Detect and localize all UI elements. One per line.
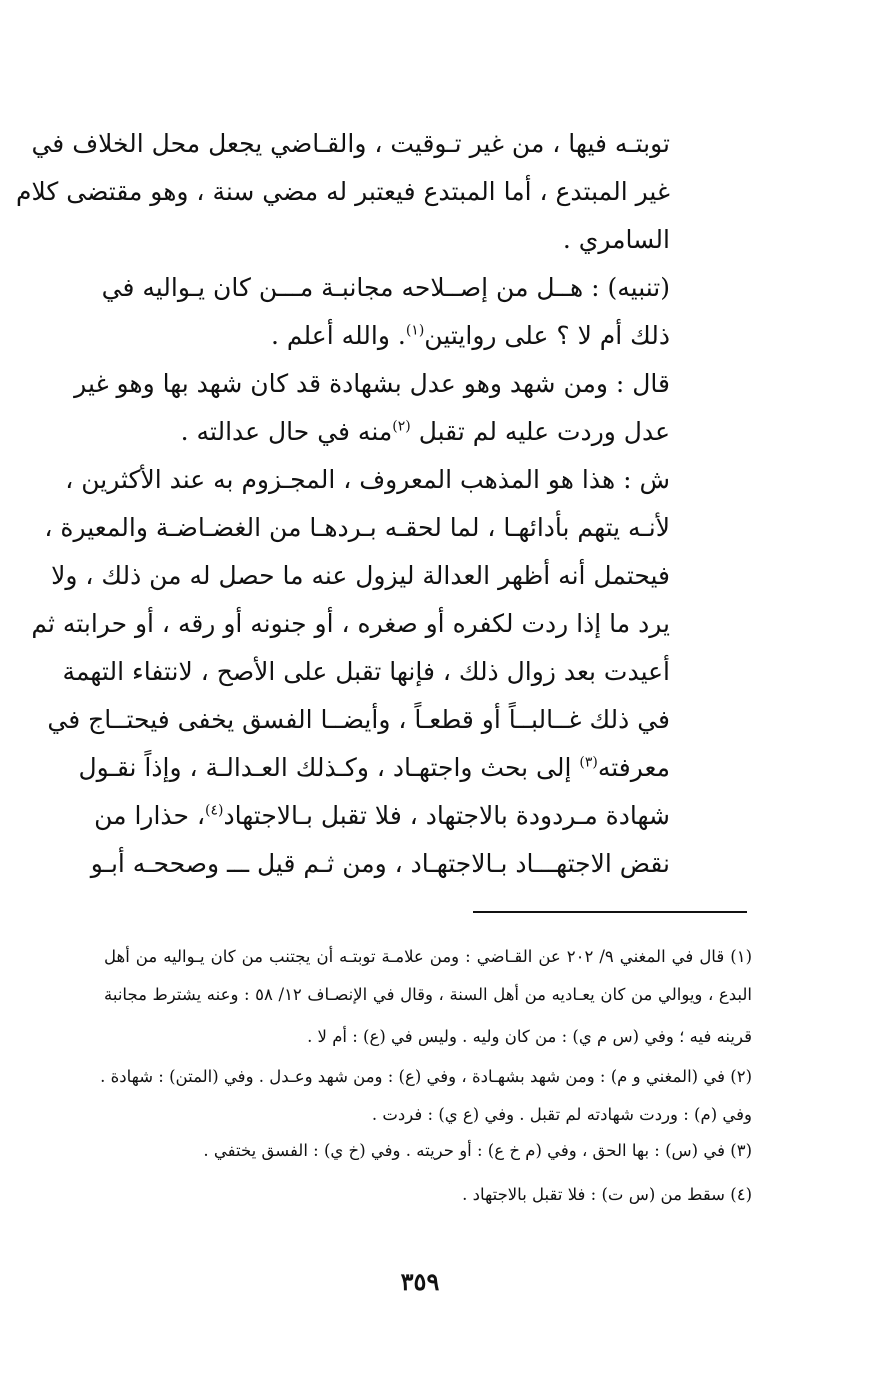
footnote-1-line-3: قرينه فيه ؛ وفي (س م ي) : من كان وليه . وليس في (ع) : أم لا . (307, 1027, 752, 1046)
main-text-line-8: ش : هذا هو المذهب المعروف ، المجـزوم به عند الأكثرين ، (65, 465, 670, 494)
main-text-line-7-end: منه في حال عدالته . (180, 417, 393, 446)
main-text-line-5-start: ذلك أم لا ؟ على روايتين (424, 321, 670, 350)
main-text-line-7-start: عدل وردت عليه لم تقبل (418, 417, 670, 446)
footnote-2-line-2: وفي (م) : وردت شهادته لم تقبل . وفي (ع ي) : فردت . (371, 1105, 752, 1124)
main-text-line-10: فيحتمل أنه أظهر العدالة ليزول عنه ما حصل له من ذلك ، ولا (51, 561, 670, 590)
page-number: ٣٥٩ (400, 1267, 440, 1296)
main-text-line-7 (104, 412, 670, 452)
footnote-1-line-2: البدع ، ويوالي من كان يعـاديه من أهل السنة ، وقال في الإنصـاف ١٢/ ٥٨ : وعنه يشترط مجانبة (104, 985, 753, 1004)
main-text-line-5-end: . والله أعلم . (271, 321, 406, 350)
footnote-ref-2[interactable]: (٢) (392, 418, 411, 435)
footnote-1-line-1: (١) قال في المغني ٩/ ٢٠٢ عن القـاضي : ومن علامـة توبتـه أن يجتنب من كان يـواليه من أهل (104, 947, 752, 966)
main-text-line-14-end: إلى بحث واجتهـاد ، وكـذلك العـدالـة ، وإذاً نقـول (78, 753, 572, 782)
main-text-line-14-start: معرفته (597, 753, 670, 782)
main-text-line-15-end: ، حذارا من (94, 801, 206, 830)
main-text-line-12: أعيدت بعد زوال ذلك ، فإنها تقبل على الأصح ، لانتفاء التهمة (62, 657, 670, 686)
main-text-line-6: قال : ومن شهد وهو عدل بشهادة قد كان شهد بها وهو غير (74, 369, 670, 398)
footnote-3: (٣) في (س) : بها الحق ، وفي (م خ ع) : أو حريته . وفي (خ ي) : الفسق يختفي . (203, 1141, 752, 1160)
footnote-ref-4[interactable]: (٤) (205, 802, 224, 819)
footnote-ref-3[interactable]: (٣) (579, 754, 598, 771)
main-text-line-5 (104, 316, 670, 356)
main-text-line-16: نقض الاجتهـــاد بـالاجتهـاد ، ومن ثـم قيل ـــ وصححـه أبـو (90, 849, 670, 878)
footnote-2-line-1: (٢) في (المغني و م) : ومن شهد بشهـادة ، وفي (ع) : ومن شهد وعـدل . وفي (المتن) : شهادة . (100, 1067, 752, 1086)
main-text-line-15 (94, 796, 670, 836)
main-text-line-4: (تنبيه) : هــل من إصــلاحه مجانبـة مـــن كان يـواليه في (101, 273, 670, 302)
footnote-4: (٤) سقط من (س ت) : فلا تقبل بالاجتهاد . (462, 1185, 752, 1204)
main-text-line-14 (78, 748, 670, 788)
footnote-ref-1[interactable]: (١) (405, 322, 425, 339)
footnote-separator (473, 911, 747, 913)
main-text-line-11: يرد ما إذا ردت لكفره أو صغره ، أو جنونه أو رقه ، أو حرابته ثم (31, 609, 670, 638)
main-text-line-2: غير المبتدع ، أما المبتدع فيعتبر له مضي سنة ، وهو مقتضى كلام (16, 177, 670, 206)
main-text-line-15-start: شهادة مـردودة بالاجتهاد ، فلا تقبل بـالاجتهاد (223, 801, 670, 830)
main-text-line-3: السامري . (562, 225, 670, 254)
main-text-line-1: توبتـه فيها ، من غير تـوقيت ، والقـاضي يجعل محل الخلاف في (31, 129, 670, 158)
main-text-line-13: في ذلك غــالبــاً أو قطعـاً ، وأيضــا الفسق يخفى فيحتــاج في (47, 705, 670, 734)
main-text-line-9: لأنـه يتهم بأدائهـا ، لما لحقـه بـردهـا من الغضـاضـة والمعيرة ، (44, 513, 670, 542)
